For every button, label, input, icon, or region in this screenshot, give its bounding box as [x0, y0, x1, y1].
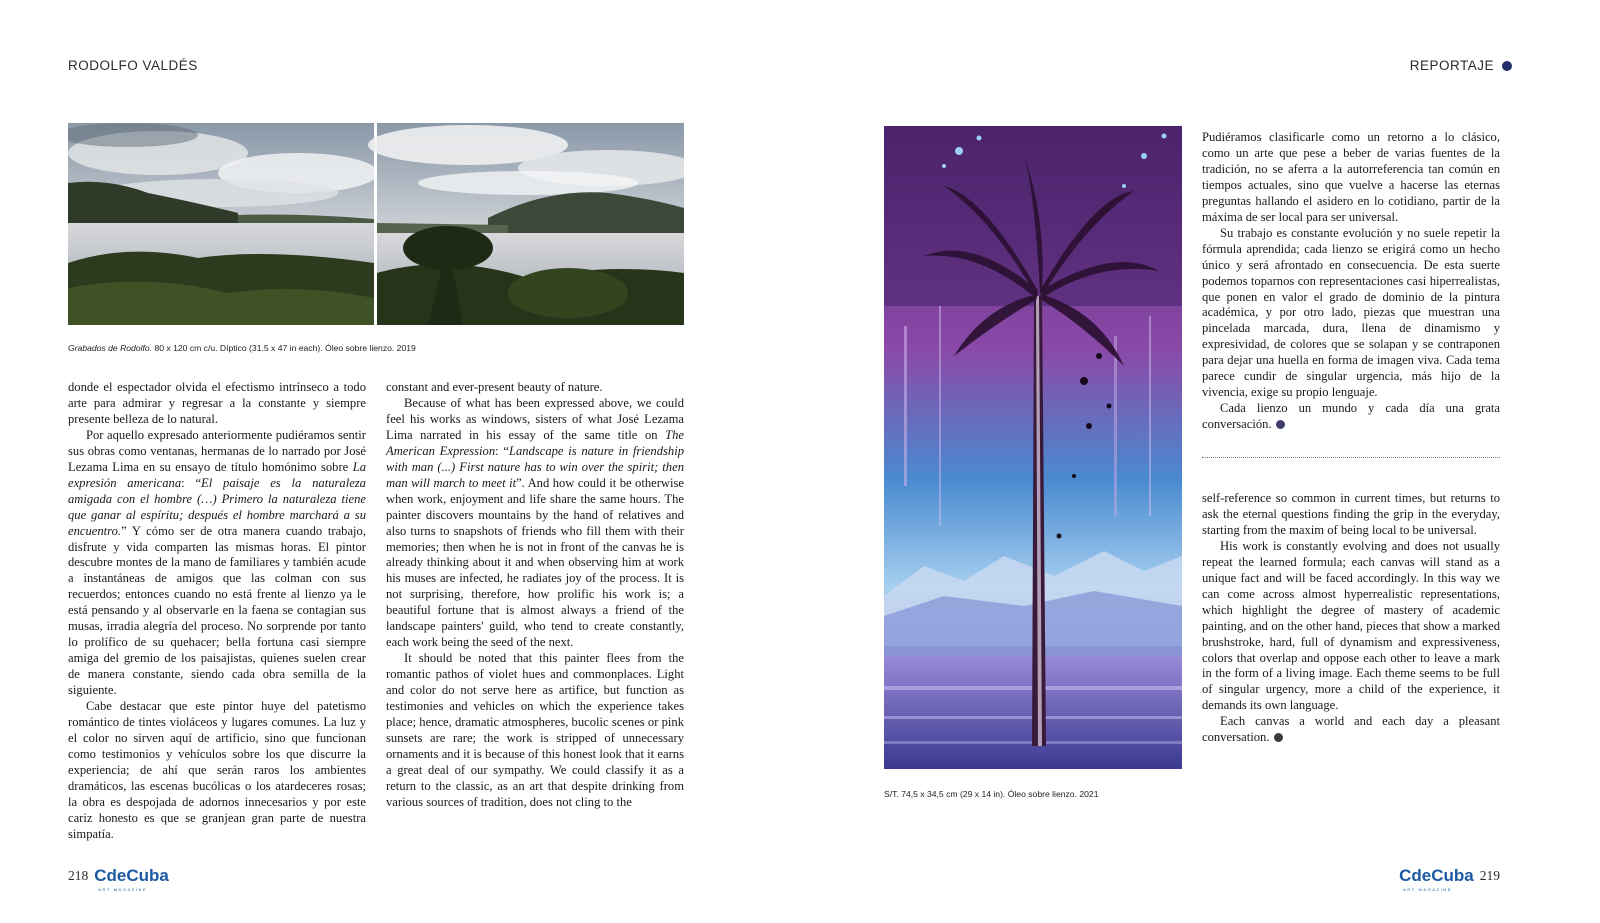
right-column-english	[1202, 491, 1500, 746]
paragraph: Cabe destacar que este pintor huye del patetismo romántico de tintes violáceos y lugares comunes. La luz y el color no sirven aquí de artificio, sino que funcionan como testimonios y vehículos sobre los que discurre la experiencia; de ahí que serán raros los ambientes dramáticos, las escenas bucólicas o los atardeceres rosas; la obra es despojada de adornos innecesarios y por este cariz honesto es que se granjean gran parte de nuestra simpatía.	[68, 699, 366, 841]
end-mark-icon	[1276, 420, 1285, 429]
paragraph: His work is constantly evolving and does not usually repeat the learned formula; each canvas will stand as a unique fact and will be faced accordingly. In this way we can come across almost hyperrealistic representations, which highlight the degree of mastery of academic painting, and on the other hand, pieces that show a marked brushstroke, hard, full of dynamism and expressiveness, colors that overlap and oppose each other to leave a mark in the form of a living image. Each theme seems to be full of singular urgency, more a child of the experience, it demands its own language.	[1202, 538, 1500, 713]
caption-text: 80 x 120 cm c/u. Díptico (31.5 x 47 in each). Óleo sobre lienzo. 2019	[154, 343, 416, 353]
brand-logo: CdeCuba ART MAGAZINE	[94, 866, 169, 892]
brand-logo: CdeCuba ART MAGAZINE	[1399, 866, 1474, 892]
page-number: 219	[1479, 868, 1500, 883]
paragraph: donde el espectador olvida el efectismo intrínseco a todo arte para admirar y regresar a la constante y siempre presente belleza de lo natural.	[68, 380, 366, 426]
caption-italic: Grabados de Rodolfo.	[68, 343, 153, 353]
section-label: REPORTAJE	[1409, 58, 1494, 73]
page-number: 218	[68, 868, 89, 883]
paragraph: self-reference so common in current times, but returns to ask the eternal questions finding the grip in the everyday, starting from the maxim of being local to be universal.	[1202, 491, 1500, 537]
diptych-caption	[68, 343, 416, 353]
paragraph: Por aquello expresado anteriormente pudiéramos sentir sus obras como ventanas, hermanas de lo narrado por José Lezama Lima en su ensayo de título homónimo sobre La expresión americana: “El paisaje es la naturaleza amigada con el hombre (…) Primero la naturaleza tiene que ganar al espíritu; después el hombre marchará a su encuentro.” Y cómo ser de otra manera cuando trabajo, disfrute y vida comparten las mismas horas. El pintor descubre montes de la mano de familiares y también acude a instantáneas de amigos que las colman con sus recuerdos; entonces cuando no está frente al lienzo ya le está pensando y al observarle en la faena se contagian sus musas, irradia alegría del proceso. No sorprende por tanto lo prolífico de su quehacer; bella fortuna casi siempre amiga del gremio de los paisajistas, quienes suelen crear de manera constante, siendo cada obra semilla de la siguiente.	[68, 427, 366, 698]
paragraph: Because of what has been expressed above, we could feel his works as windows, sisters of what José Lezama Lima narrated in his essay of the same title on The American Expression: “Landscape is nature in friendship with man (...) First nature has to win over the spirit; then man will march to meet it”. And how could it be otherwise when work, enjoyment and life share the same hours. The painter discovers mountains by the hand of relatives and also turns to snapshots of friends who fill them with their memories; then when he is not in front of the canvas he is already thinking about it and when observing him at work his muses are infected, he radiates joy of the process. It is not surprising, therefore, how prolific his work is; a beautiful fortune that is almost always a friend of the landscape painters' guild, who tend to create constantly, each work being the seed of the next.	[386, 395, 685, 650]
left-column-english	[386, 380, 684, 811]
end-mark-icon	[1274, 733, 1283, 742]
paragraph: Cada lienzo un mundo y cada día una grata conversación.	[1202, 401, 1500, 432]
palm-caption: S/T. 74,5 x 34,5 cm (29 x 14 in). Óleo sobre lienzo. 2021	[884, 789, 1099, 799]
palm-painting	[884, 126, 1182, 769]
right-header	[1410, 58, 1512, 73]
paragraph: Each canvas a world and each day a pleasant conversation.	[1202, 714, 1500, 745]
paragraph: Su trabajo es constante evolución y no suele repetir la fórmula aprendida; cada lienzo se erigirá como un hecho único y será afrontado en consecuencia. De esta suerte podemos toparnos con representaciones casi hiperrealistas, que ponen en valor el grado de dominio de la pintura académica, y por otro lado, piezas que muestran una pincelada marcada, dura, llena de dinamismo y expresividad, de colores que se solapan y se contraponen para dejar una huella en forma de imagen viva. Cada tema parece cundir de singular urgencia, más hijo de la vivencia, exige su propio lenguaje.	[1202, 225, 1500, 400]
left-footer	[68, 866, 169, 892]
right-footer	[1399, 866, 1500, 892]
right-column-spanish	[1202, 130, 1500, 433]
left-header: RODOLFO VALDÉS	[68, 58, 198, 73]
paragraph: constant and ever-present beauty of nature.	[386, 380, 603, 394]
paragraph: Pudiéramos clasificarle como un retorno a lo clásico, como un arte que pese a beber de varias fuentes de la tradición, no se aferra a la autorreferencia tan común en tiempos actuales, sino que vuelve a hacerse las eternas preguntas hallando el asidero en lo cotidiano, partir de la máxima de ser local para ser universal.	[1202, 130, 1500, 224]
diptych-painting	[68, 123, 684, 325]
paragraph: It should be noted that this painter flees from the romantic pathos of violet hues and commonplaces. Light and color do not serve here as artifice, but function as testimonies and vehicles on which the experience takes place; hence, dramatic atmospheres, bucolic scenes or pink sunsets are rare; the work is stripped of unnecessary ornaments and it is because of this honest look that it earns a great deal of our sympathy. We could classify it as a return to the classic, as an art that despite drinking from various sources of tradition, does not cling to the	[386, 651, 684, 809]
bullet-dot-icon	[1502, 61, 1512, 71]
section-divider	[1202, 457, 1500, 458]
left-column-spanish	[68, 380, 366, 843]
